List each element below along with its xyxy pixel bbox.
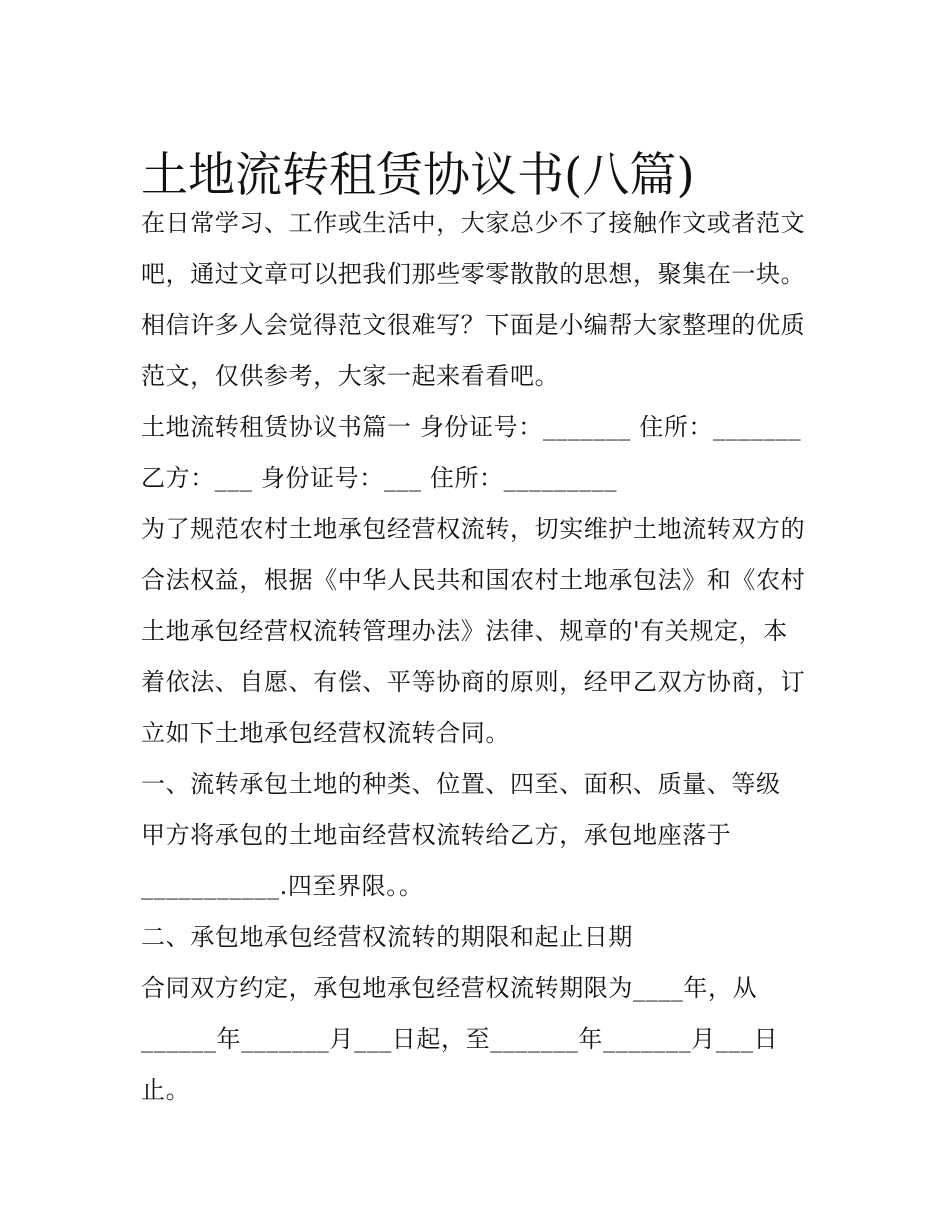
body-line: 为了规范农村土地承包经营权流转，切实维护土地流转双方的 [141,515,806,543]
document-title: 土地流转租赁协议书(八篇) [141,148,695,204]
body-line: 土地承包经营权流转管理办法》法律、规章的'有关规定，本 [141,617,788,645]
body-line: 二、承包地承包经营权流转的期限和起止日期 [141,923,633,951]
body-line: 合法权益，根据《中华人民共和国农村土地承包法》和《农村 [141,566,806,594]
body-line: 土地流转租赁协议书篇一 身份证号：_______ 住所：_______ [141,413,802,441]
body-line: ______年_______月___日起，至_______年_______月___日 [141,1025,779,1053]
body-line: 止。 [141,1076,191,1104]
body-line: 一、流转承包土地的种类、位置、四至、面积、质量、等级 [141,770,781,798]
body-line: 范文，仅供参考，大家一起来看看吧。 [141,362,560,390]
body-line: 在日常学习、工作或生活中，大家总少不了接触作文或者范文 [141,209,806,237]
body-line: 合同双方约定，承包地承包经营权流转期限为____年，从 [141,974,758,1002]
body-line: 相信许多人会觉得范文很难写？下面是小编帮大家整理的优质 [141,311,806,339]
body-line: ___________.四至界限。。 [141,872,424,900]
document-body [141,198,821,1116]
body-line: 乙方：___ 身份证号：___ 住所：_________ [141,464,618,492]
body-line: 立如下土地承包经营权流转合同。 [141,719,510,747]
body-line: 甲方将承包的土地亩经营权流转给乙方，承包地座落于 [141,821,732,849]
body-line: 着依法、自愿、有偿、平等协商的原则，经甲乙双方协商，订 [141,668,806,696]
body-line: 吧，通过文章可以把我们那些零零散散的思想，聚集在一块。 [141,260,806,288]
